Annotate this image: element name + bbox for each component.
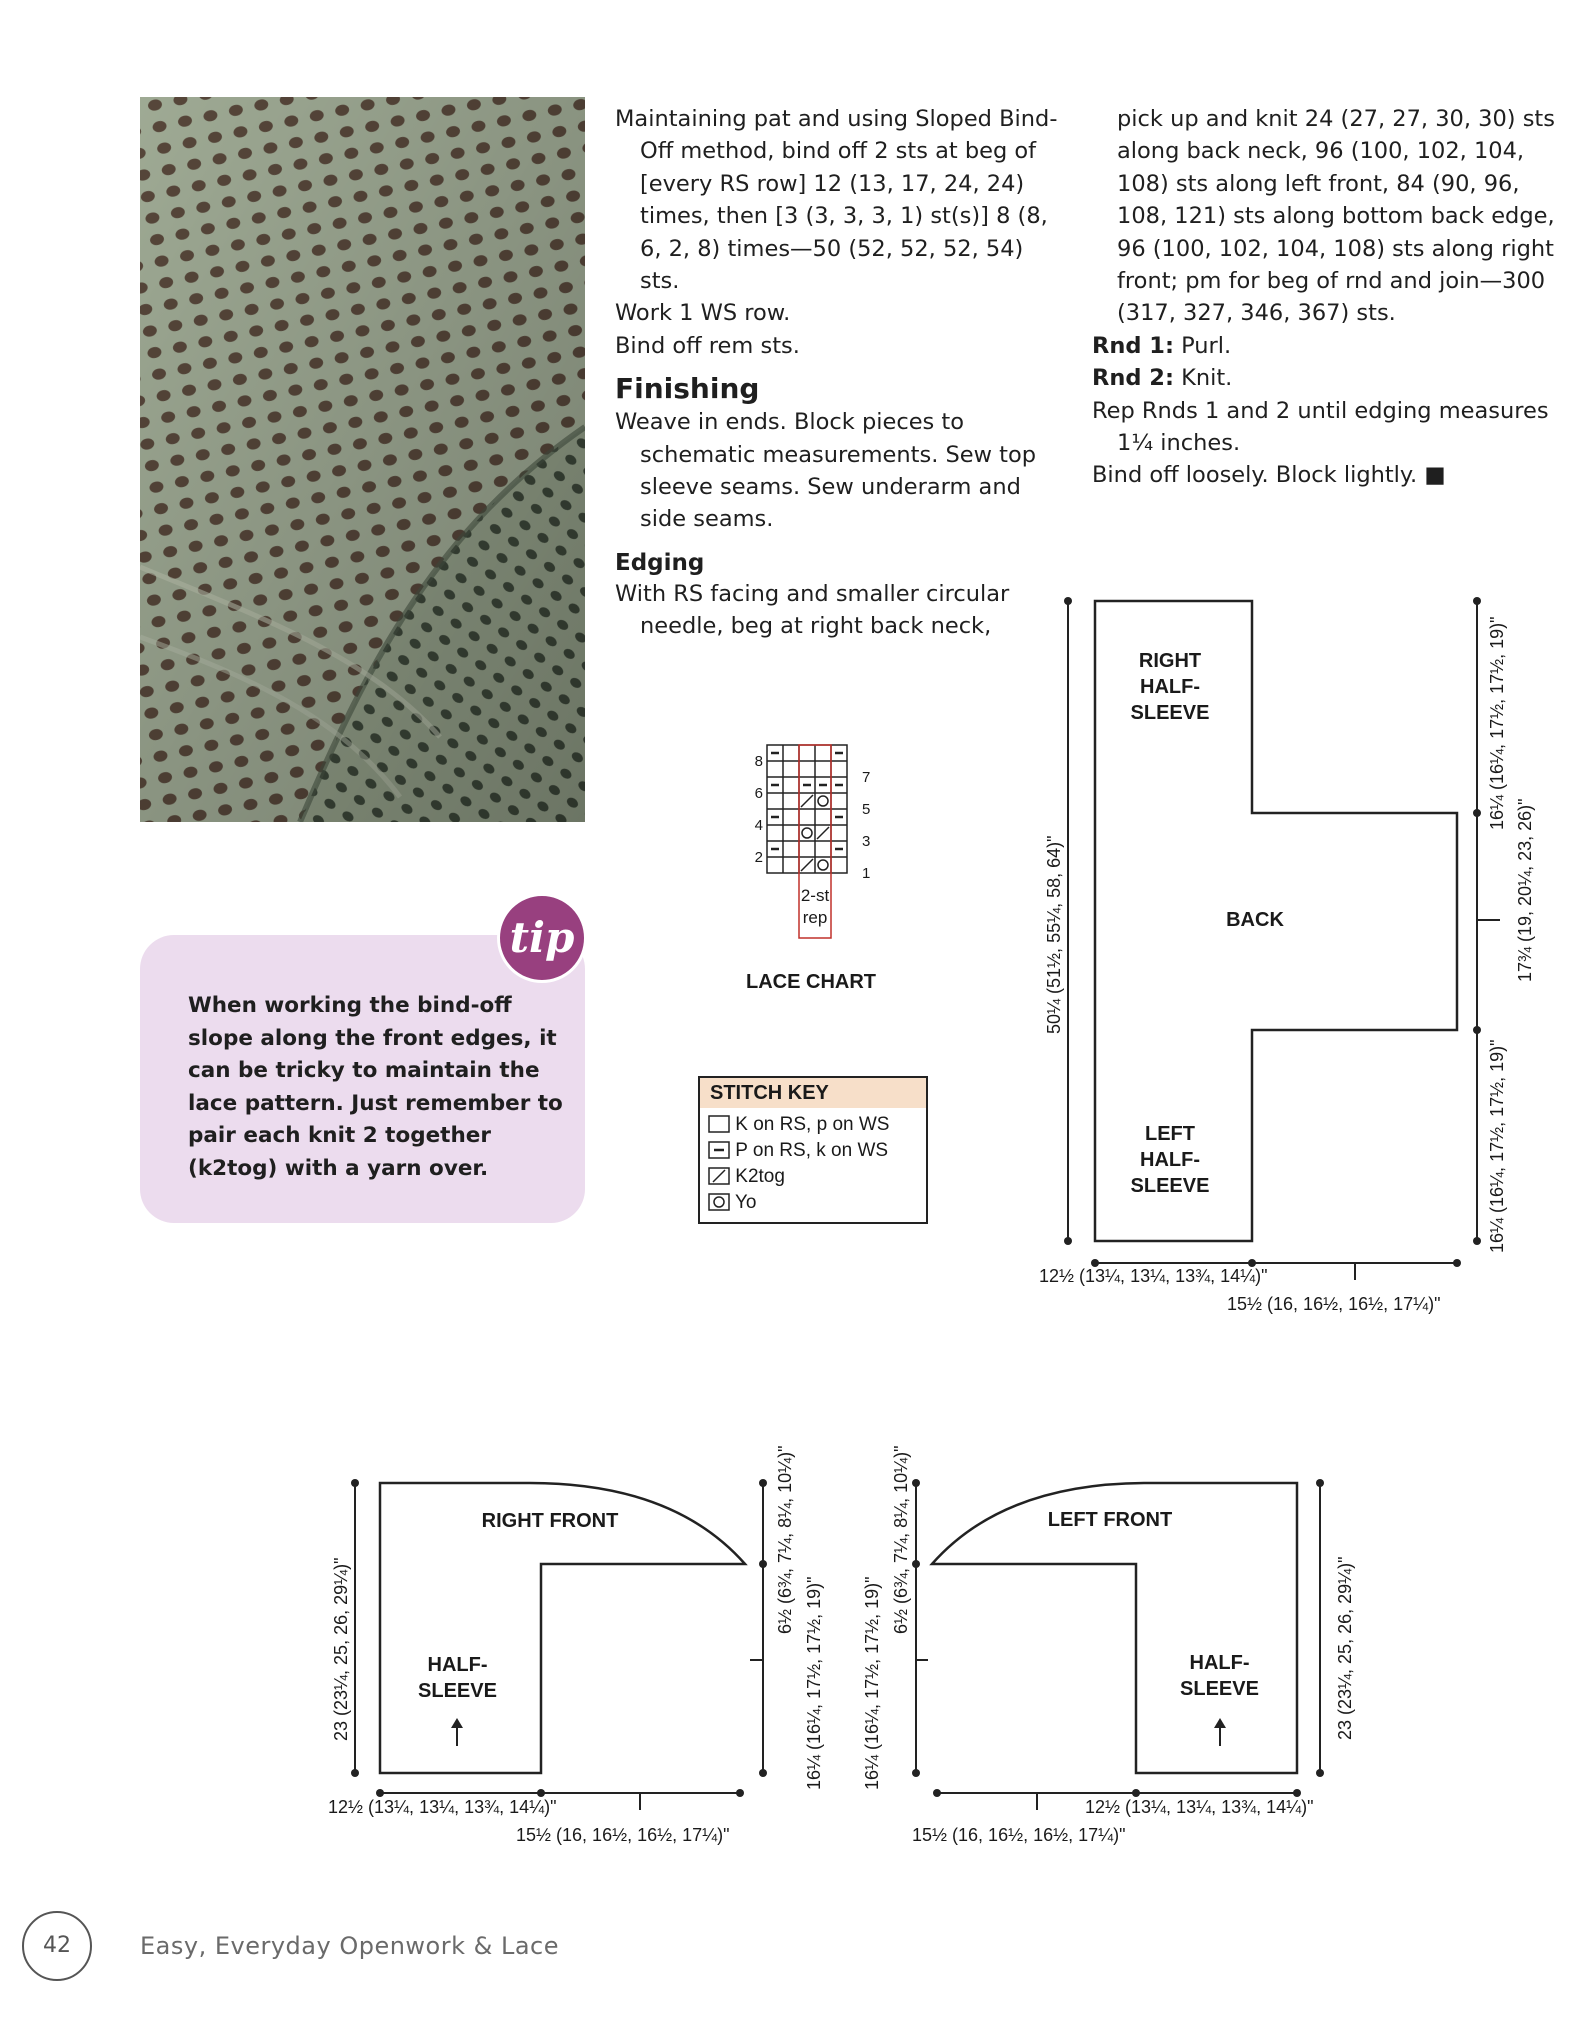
- stitch-key-row: [708, 1190, 889, 1216]
- stitch-key-label: Yo: [734, 1192, 757, 1213]
- stitch-key-row: [708, 1164, 889, 1190]
- finishing-heading: Finishing: [615, 372, 760, 406]
- left-half-sleeve-label: [1100, 1121, 1240, 1199]
- tip-text: When working the bind-off slope along the front edges, it can be tricky to maintain the lace pattern. Just remember to pair each knit 2 together (k2tog) with a yarn over.: [188, 993, 563, 1181]
- rnd2-line: [1092, 362, 1557, 394]
- chart-right-row-numbers: [862, 762, 870, 890]
- finishing-text: Weave in ends. Block pieces to schematic measurements. Sew top sleeve seams. Sew underarm and side seams.: [615, 409, 1037, 533]
- right-front-top-dimension: 6½ (6¾, 7¼, 8¼, 10¼)": [775, 1445, 795, 1634]
- row-number: 3: [862, 833, 871, 850]
- label-line: HALF-: [427, 1654, 488, 1676]
- chart-left-row-numbers: [751, 746, 763, 874]
- page-number: 42: [22, 1911, 92, 1981]
- k2tog-square-icon: [708, 1167, 730, 1185]
- rnd2-label: Rnd 2:: [1092, 365, 1174, 392]
- left-front-bottom-dimension-1: 12½ (13¼, 13¼, 13¾, 14¼)": [1085, 1797, 1314, 1817]
- lace-knit-photo: [140, 97, 585, 822]
- right-front-half-sleeve-label: [400, 1652, 515, 1704]
- instructions-paragraph: Maintaining pat and using Sloped Bind-Off method, bind off 2 sts at beg of [every RS row] 12 (13, 17, 24, 24) times, then [3 (3, 3, 3, 1) st(s)] 8 (8, 6, 2, 8) times—50 (52, 52, 52, 54) sts.: [615, 106, 1058, 295]
- middle-column: [615, 103, 1063, 643]
- edging-heading: Edging: [615, 549, 705, 576]
- back-bottom-dimension-1: 12½ (13¼, 13¼, 13¾, 14¼)": [1039, 1266, 1268, 1286]
- rnd2-text: Knit.: [1173, 365, 1233, 392]
- left-front-half-sleeve-label: [1162, 1650, 1277, 1702]
- instructions-paragraph: Work 1 WS row.: [615, 300, 791, 327]
- yo-square-icon: [708, 1193, 730, 1211]
- back-right-middle-dimension: 17¾ (19, 20¼, 23, 26)": [1515, 798, 1535, 982]
- knit-square-icon: [708, 1115, 730, 1133]
- label-line: SLEEVE: [418, 1680, 497, 1702]
- stitch-key-label: K2tog: [735, 1166, 785, 1187]
- rnd1-line: [1092, 330, 1557, 362]
- right-front-height-dimension: 23 (23¼, 25, 26, 29¼)": [331, 1557, 351, 1741]
- left-front-height-dimension: 23 (23¼, 25, 26, 29¼)": [1335, 1556, 1355, 1740]
- row-number: 5: [862, 801, 871, 818]
- left-front-top-dimension: 6½ (6¾, 7¼, 8¼, 10¼)": [891, 1445, 911, 1634]
- right-front-bottom-dimension-2: 15½ (16, 16½, 16½, 17¼)": [516, 1825, 730, 1845]
- row-number: 2: [754, 849, 763, 866]
- label-line: RIGHT: [1138, 650, 1202, 672]
- label-line: SLEEVE: [1130, 1175, 1210, 1197]
- bind-off-text: Bind off loosely. Block lightly. ■: [1092, 462, 1446, 489]
- label-line: SLEEVE: [1180, 1678, 1259, 1700]
- row-number: 1: [862, 865, 871, 882]
- instructions-paragraph: Bind off rem sts.: [615, 332, 800, 359]
- lace-chart-title: LACE CHART: [746, 971, 876, 993]
- left-front-bottom-dimension-2: 15½ (16, 16½, 16½, 17¼)": [912, 1825, 1126, 1845]
- back-height-dimension: 50¼ (51½, 55¼, 58, 64)": [1044, 835, 1064, 1034]
- back-right-top-dimension: 16¼ (16¼, 17½, 17½, 19)": [1487, 616, 1507, 830]
- rnd1-label: Rnd 1:: [1092, 332, 1174, 359]
- right-front-label: RIGHT FRONT: [481, 1510, 619, 1532]
- row-number: 6: [754, 785, 763, 802]
- book-title: Easy, Everyday Openwork & Lace: [140, 1932, 560, 1960]
- right-front-bottom-dimension-1: 12½ (13¼, 13¼, 13¾, 14¼)": [328, 1797, 557, 1817]
- rep-label-line: 2-st: [800, 886, 830, 905]
- stitch-key-row: [708, 1112, 889, 1138]
- label-line: HALF-: [1189, 1652, 1250, 1674]
- left-front-bottom-dimension: 16¼ (16¼, 17½, 17½, 19)": [862, 1576, 882, 1790]
- label-line: HALF-: [1140, 1149, 1200, 1171]
- label-line: LEFT: [1145, 1123, 1195, 1145]
- left-front-label: LEFT FRONT: [1047, 1509, 1173, 1531]
- right-front-bottom-dimension: 16¼ (16¼, 17½, 17½, 19)": [804, 1576, 824, 1790]
- stitch-key-title: STITCH KEY: [700, 1078, 926, 1108]
- pickup-paragraph: pick up and knit 24 (27, 27, 30, 30) sts along back neck, 96 (100, 102, 104, 108) sts along left front, 84 (90, 96, 108, 121) sts along bottom back edge, 96 (100, 102, 104, 108) sts along right front; pm for beg of rnd and join—300 (317, 327, 346, 367) sts.: [1117, 106, 1555, 327]
- purl-square-icon: [708, 1141, 730, 1159]
- back-label: BACK: [1226, 909, 1284, 931]
- back-bottom-dimension-2: 15½ (16, 16½, 16½, 17¼)": [1227, 1294, 1441, 1314]
- rep-label-line: rep: [802, 908, 828, 927]
- label-line: HALF-: [1140, 676, 1200, 698]
- back-right-bottom-dimension: 16¼ (16¼, 17½, 17½, 19)": [1487, 1039, 1507, 1253]
- right-half-sleeve-label: [1100, 648, 1240, 726]
- rnd1-text: Purl.: [1173, 332, 1232, 359]
- edging-text: With RS facing and smaller circular needle, beg at right back neck,: [615, 580, 1010, 640]
- repeat-text: Rep Rnds 1 and 2 until edging measures 1¼ inches.: [1092, 397, 1549, 457]
- stitch-key-list: [708, 1112, 889, 1216]
- stitch-key-row: [708, 1138, 889, 1164]
- stitch-key-label: P on RS, k on WS: [735, 1140, 889, 1161]
- row-number: 7: [862, 769, 871, 786]
- right-column: [1092, 103, 1557, 492]
- row-number: 4: [754, 817, 763, 834]
- row-number: 8: [754, 753, 763, 770]
- tip-badge: tip: [497, 893, 587, 983]
- stitch-key-label: K on RS, p on WS: [735, 1114, 890, 1135]
- rep-label: [799, 885, 831, 929]
- label-line: SLEEVE: [1130, 702, 1210, 724]
